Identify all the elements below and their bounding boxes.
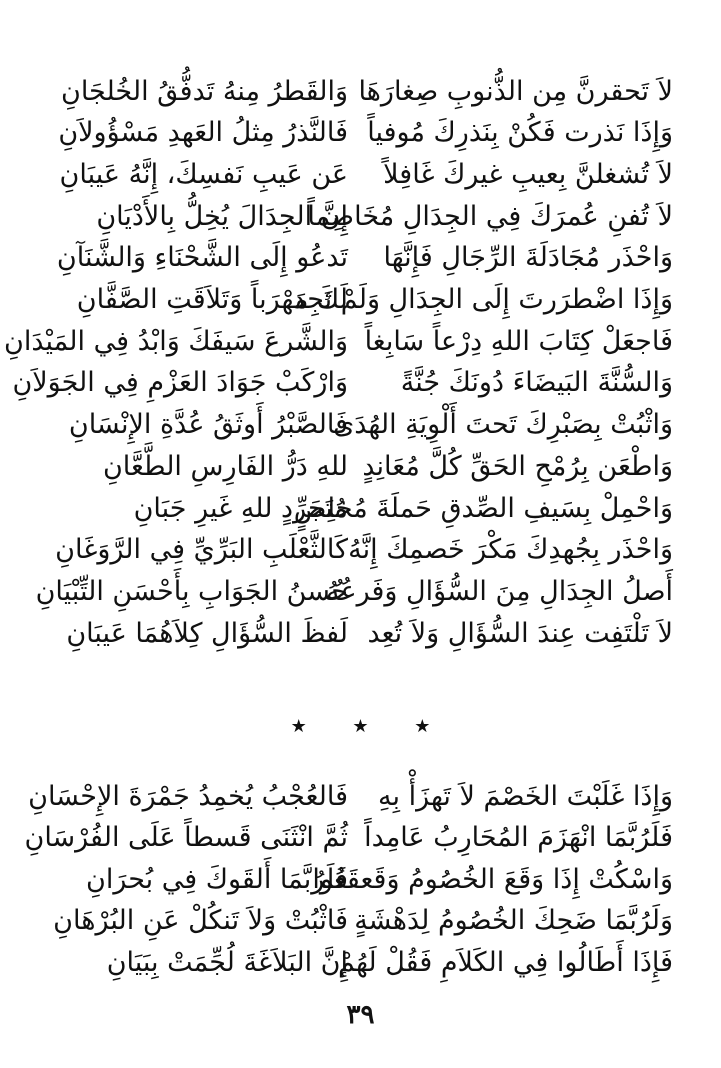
verse-first-hemistich: لاَ تَحقرنَّ مِن الذُّنوبِ صِغارَهَا xyxy=(358,75,673,107)
verse-first-hemistich: لاَ تُفنِ عُمرَكَ فِي الجِدَالِ مُخَاصِماً xyxy=(307,200,673,232)
verse-line xyxy=(0,776,721,818)
verse-line xyxy=(0,238,721,280)
verse-second-hemistich: وَالشَّرعَ سَيفَكَ وَابْدُ فِي المَيْدَانِ xyxy=(4,325,348,357)
verse-second-hemistich: للهِ دَرُّ الفَارِسِ الطَّعَّانِ xyxy=(102,450,348,482)
verse-second-hemistich: تَدعُو إِلَى الشَّحْنَاءِ وَالشَّنَآنِ xyxy=(56,242,348,274)
verse-first-hemistich: وَاحْمِلْ بِسَيفِ الصِّدقِ حَملَةَ مُخلِصٍ xyxy=(293,492,673,524)
verse-second-hemistich: كَالثَّعْلَبِ البَرِّيِّ فِي الرَّوَغَانِ xyxy=(55,534,348,566)
verse-first-hemistich: وَالسُّنَّةَ البَيضَاءَ دُونَكَ جُنَّةً xyxy=(400,367,673,399)
verse-second-hemistich: وَالقَطرُ مِنهُ تَدفُّقُ الخُلجَانِ xyxy=(61,75,348,107)
verse-first-hemistich: لاَ تُشغلنَّ بِعيبِ غيركَ غَافِلاً xyxy=(383,159,673,191)
section-divider-stars: ★ ★ ★ xyxy=(290,716,451,737)
verse-line xyxy=(0,446,721,488)
verse-second-hemistich: وَارْكَبْ جَوَادَ العَزْمِ فِي الجَوَلاَنِ xyxy=(12,367,348,399)
verse-first-hemistich: لاَ تَلْتَفِت عِندَ السُّؤَالِ وَلاَ تُعِد xyxy=(367,617,673,649)
verse-line xyxy=(0,154,721,196)
verse-first-hemistich: فَاجعَلْ كِتَابَ اللهِ دِرْعاً سَابِغاً xyxy=(364,325,673,357)
verse-first-hemistich: وَاثْبُتْ بِصَبْرِكَ تَحتَ أَلْوِيَةِ الهُدَى xyxy=(333,409,673,441)
verse-line xyxy=(0,113,721,155)
verse-second-hemistich: ثُمَّ انْثَنَى قَسطاً عَلَى الفُرْسَانِ xyxy=(24,822,348,854)
verse-second-hemistich: فَاثْبُتْ وَلاَ تَنكُلْ عَنِ البُرْهَانِ xyxy=(53,905,348,937)
verse-first-hemistich: أَصلُ الجِدَالِ مِنَ السُّؤَالِ وَفَرعُهُ xyxy=(326,575,673,607)
verse-line xyxy=(0,818,721,860)
verse-line xyxy=(0,363,721,405)
verse-first-hemistich: وَاحْذَر مُجَادَلَةَ الرِّجَالِ فَإِنَّهَا xyxy=(383,242,673,274)
verse-first-hemistich: وَاطْعَن بِرُمْحِ الحَقِّ كُلَّ مُعَانِدٍ xyxy=(362,450,673,482)
verse-second-hemistich: لَفظَ السُّؤَالِ كِلاَهُمَا عَيبَانِ xyxy=(66,617,348,649)
verse-line xyxy=(0,530,721,572)
poem-section-1 xyxy=(0,71,721,655)
poem-section-2 xyxy=(0,776,721,984)
verse-first-hemistich: وَإِذَا نَذرت فَكُنْ بِنَذرِكَ مُوفياً xyxy=(367,117,673,149)
verse-line xyxy=(0,279,721,321)
verse-line xyxy=(0,321,721,363)
page-number: ٣٩ xyxy=(346,1000,375,1030)
verse-line xyxy=(0,71,721,113)
verse-second-hemistich: فَالعُجْبُ يُخمِدُ جَمْرَةَ الإِحْسَانِ xyxy=(28,780,348,812)
verse-line xyxy=(0,942,721,984)
verse-second-hemistich: عَن عَيبِ نَفسِكَ، إِنَّهُ عَيبَانِ xyxy=(59,159,348,191)
verse-second-hemistich: إِنَّ البَلاَغَةَ لُجِّمَتْ بِبَيَانِ xyxy=(106,946,348,978)
verse-second-hemistich: فَلَرُبَّمَا أَلقَوكَ فِي بُحرَانِ xyxy=(85,863,348,895)
verse-first-hemistich: وَاحْذَر بِجُهدِكَ مَكْرَ خَصمِكَ إِنَّهُ xyxy=(348,534,673,566)
verse-line xyxy=(0,488,721,530)
verse-first-hemistich: وَإِذَا اضْطرَرتَ إِلَى الجِدَالِ وَلَمْ تَجِد xyxy=(293,284,673,316)
verse-line xyxy=(0,405,721,447)
verse-second-hemistich: فَالصَّبْرُ أَوثَقُ عُدَّةِ الإِنْسَانِ xyxy=(68,409,348,441)
verse-line xyxy=(0,901,721,943)
verse-second-hemistich: فَالنَّذرُ مِثلُ العَهدِ مَسْؤُولاَنِ xyxy=(58,117,348,149)
verse-second-hemistich: حُسنُ الجَوَابِ بِأَحْسَنِ التِّبْيَانِ xyxy=(35,575,348,607)
verse-first-hemistich: وَإِذَا غَلَبْتَ الخَصْمَ لاَ تَهزَأْ بِهِ xyxy=(378,780,673,812)
verse-line xyxy=(0,571,721,613)
verse-second-hemistich: إِنَّ الجِدَالَ يُخِلُّ بِالأَدْيَانِ xyxy=(96,200,348,232)
verse-first-hemistich: وَلَرُبَّمَا ضَحِكَ الخُصُومُ لِدَهْشَةٍ xyxy=(354,905,673,937)
verse-second-hemistich: مُتَجَرِّدٍ للهِ غَيرِ جَبَانِ xyxy=(133,492,348,524)
verse-first-hemistich: فَإِذَا أَطَالُوا فِي الكَلاَمِ فَقُلْ لَهُمْ xyxy=(338,946,673,978)
verse-line xyxy=(0,613,721,655)
verse-first-hemistich: فَلَرُبَّمَا انْهَزَمَ المُحَارِبُ عَامِداً xyxy=(364,822,673,854)
verse-line xyxy=(0,196,721,238)
verse-line xyxy=(0,859,721,901)
verse-first-hemistich: وَاسْكُتْ إِذَا وَقَعَ الخُصُومُ وَقَعقَعُوا xyxy=(312,863,673,895)
verse-second-hemistich: لَكَ مَهْرَباً وَتَلاَقَتِ الصَّفَّانِ xyxy=(76,284,348,316)
